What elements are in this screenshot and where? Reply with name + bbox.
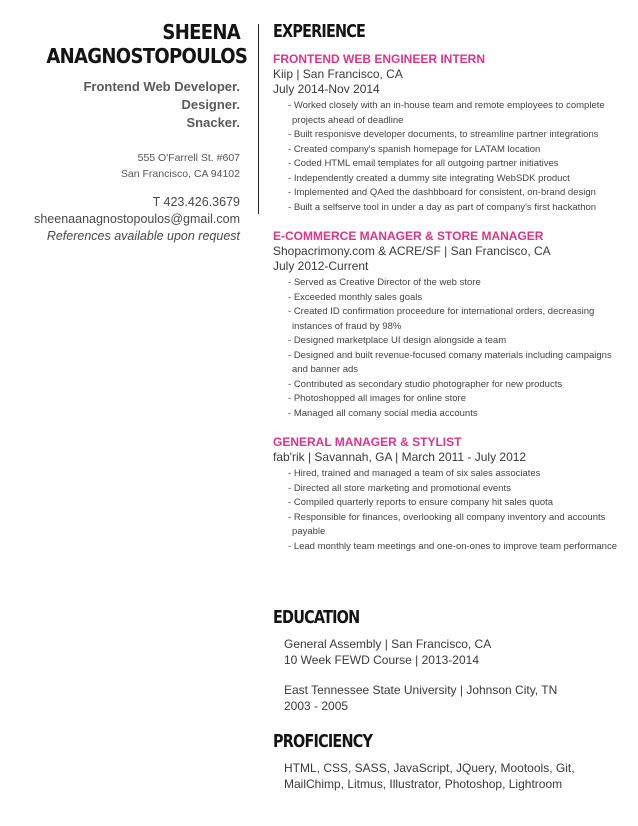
job-bullet: - Served as Creative Director of the web store xyxy=(288,276,625,291)
job-company: fab'rik | Savannah, GA | March 2011 - July 2012 xyxy=(273,450,527,464)
tagline xyxy=(20,78,240,132)
job-bullet: - Created ID confirmation proceedure for international orders, decreasing instances of fraud by 98% xyxy=(288,305,625,334)
proficiency-heading: PROFICIENCY xyxy=(273,731,373,752)
job-company: Shopacrimony.com & ACRE/SF | San Francisco, CA xyxy=(273,244,551,258)
email-link[interactable]: sheenaanagnostopoulos@gmail.com xyxy=(34,212,240,226)
job-bullet: - Responsible for finances, overlooking all company inventory and accounts payable xyxy=(288,511,625,540)
job-title: GENERAL MANAGER & STYLIST xyxy=(273,435,462,449)
education-heading: EDUCATION xyxy=(273,607,360,628)
phone: T 423.426.3679 xyxy=(152,195,240,209)
references-note: References available upon request xyxy=(46,229,240,243)
tagline-line: Frontend Web Developer. xyxy=(83,79,240,94)
job-bullet: - Created company's spanish homepage for LATAM location xyxy=(288,143,625,158)
experience-heading: EXPERIENCE xyxy=(273,21,366,42)
tagline-line: Designer. xyxy=(181,97,240,112)
job-title: FRONTEND WEB ENGINEER INTERN xyxy=(273,52,486,66)
proficiency-list: HTML, CSS, SASS, JavaScript, JQuery, Mootools, Git, MailChimp, Litmus, Illustrator, Photoshop, Lightroom xyxy=(284,761,575,791)
tagline-line: Snacker. xyxy=(186,115,240,130)
job-bullet: - Lead monthly team meetings and one-on-ones to improve team performance xyxy=(288,540,625,555)
education-school: General Assembly | San Francisco, CA xyxy=(284,637,492,651)
job-entry xyxy=(273,52,625,215)
job-bullet: - Exceeded monthly sales goals xyxy=(288,291,625,306)
proficiency-section xyxy=(273,730,625,792)
job-bullets xyxy=(273,99,625,215)
job-bullet: - Compiled quarterly reports to ensure company hit sales quota xyxy=(288,496,625,511)
address-street: 555 O'Farrell St. #607 xyxy=(137,152,240,164)
job-entry xyxy=(273,229,625,421)
job-list xyxy=(273,52,625,554)
profile-column xyxy=(20,20,248,245)
job-bullet: - Built responisve developer documents, to streamline partner integrations xyxy=(288,128,625,143)
job-bullet: - Worked closely with an in-house team and remote employees to complete projects ahead of deadline xyxy=(288,99,625,128)
job-title: E-COMMERCE MANAGER & STORE MANAGER xyxy=(273,229,544,243)
job-bullet: - Coded HTML email templates for all outgoing partner initiatives xyxy=(288,157,625,172)
job-bullets xyxy=(273,276,625,421)
experience-section xyxy=(273,20,625,554)
job-bullet: - Managed all comany social media accounts xyxy=(288,407,625,422)
address xyxy=(20,150,240,182)
job-bullet: - Hired, trained and managed a team of six sales associates xyxy=(288,467,625,482)
education-detail: 2003 - 2005 xyxy=(284,699,349,713)
job-dates: July 2012-Current xyxy=(273,259,369,273)
job-bullet: - Photoshopped all images for online store xyxy=(288,392,625,407)
job-bullet: - Built a selfserve tool in under a day as part of company's first hackathon xyxy=(288,201,625,216)
education-school: East Tennessee State University | Johnson City, TN xyxy=(284,683,558,697)
name-first: SHEENA xyxy=(162,20,240,44)
education-section xyxy=(273,606,625,714)
job-bullets xyxy=(273,467,625,554)
job-bullet: - Directed all store marketing and promotional events xyxy=(288,482,625,497)
job-entry xyxy=(273,435,625,554)
education-detail: 10 Week FEWD Course | 2013-2014 xyxy=(284,653,479,667)
job-company: Kiip | San Francisco, CA xyxy=(273,67,403,81)
job-bullet: - Designed marketplace UI design alongside a team xyxy=(288,334,625,349)
job-bullet: - Contributed as secondary studio photographer for new products xyxy=(288,378,625,393)
job-dates: July 2014-Nov 2014 xyxy=(273,82,380,96)
job-bullet: - Independently created a dummy site integrating WebSDK product xyxy=(288,172,625,187)
contact-info xyxy=(20,194,240,245)
address-city: San Francisco, CA 94102 xyxy=(120,168,240,180)
name-last: ANAGNOSTOPOULOS xyxy=(46,44,248,68)
job-bullet: - Designed and built revenue-focused comany materials including campaigns and banner ads xyxy=(288,349,625,378)
education-entry xyxy=(284,682,625,714)
job-bullet: - Implemented and QAed the dashbboard for consistent, on-brand design xyxy=(288,186,625,201)
vertical-divider xyxy=(258,24,259,214)
education-entry xyxy=(284,636,625,668)
